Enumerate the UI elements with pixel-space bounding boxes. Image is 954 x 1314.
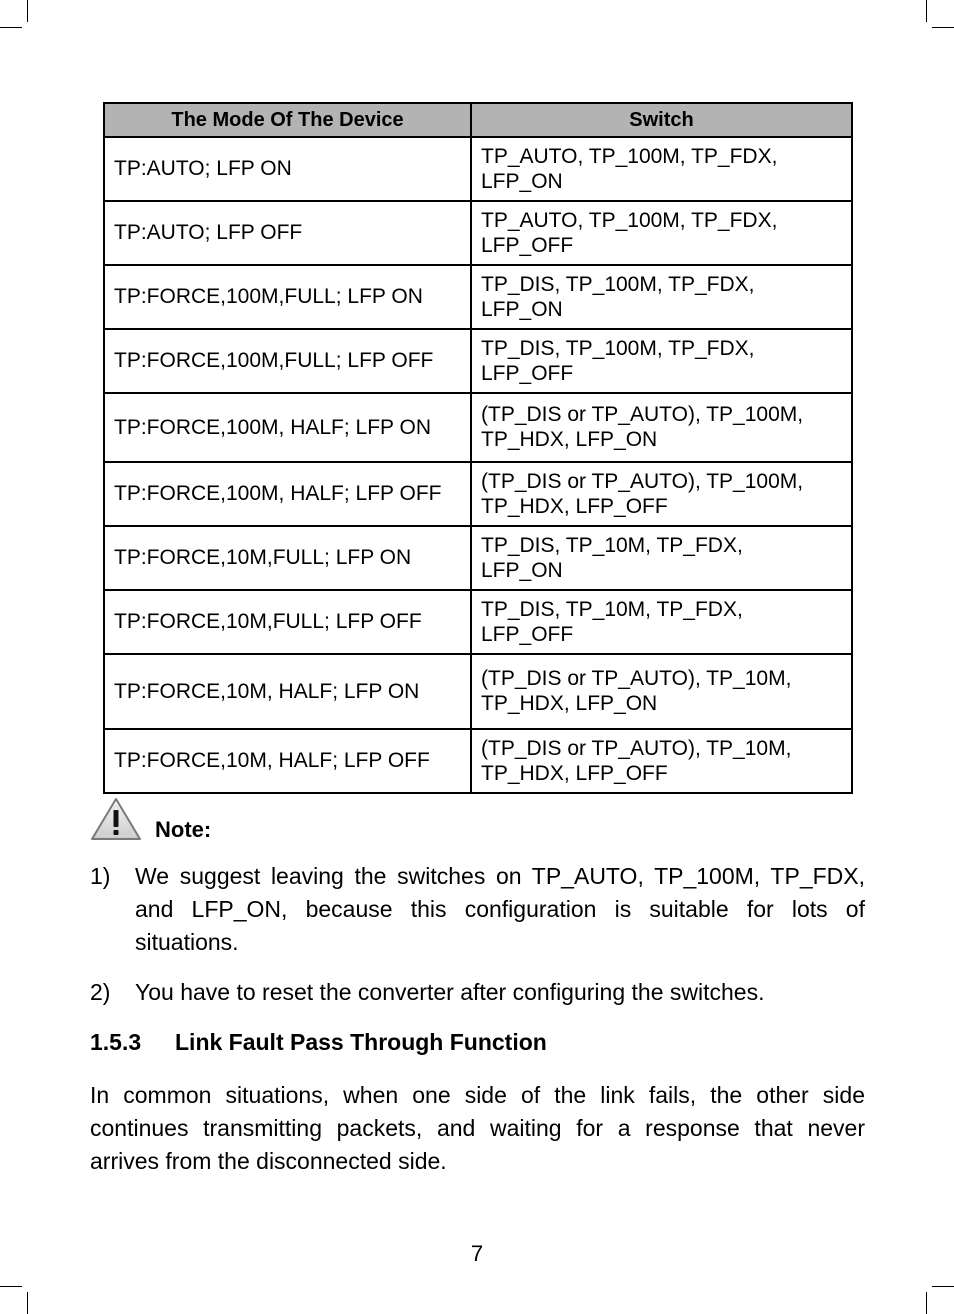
note-title: Note: (155, 817, 212, 842)
mode-cell: TP:AUTO; LFP ON (104, 137, 471, 201)
mode-cell: TP:AUTO; LFP OFF (104, 201, 471, 265)
table-row (104, 526, 852, 590)
switch-cell: TP_DIS, TP_10M, TP_FDX, LFP_ON (471, 526, 852, 590)
crop-mark (0, 27, 22, 28)
warning-icon (89, 796, 143, 842)
switch-cell: TP_AUTO, TP_100M, TP_FDX, LFP_ON (471, 137, 852, 201)
crop-mark (926, 1292, 927, 1314)
mode-cell: TP:FORCE,100M, HALF; LFP ON (104, 393, 471, 462)
table-row (104, 654, 852, 729)
list-number: 2) (90, 979, 111, 1005)
mode-cell: TP:FORCE,10M, HALF; LFP OFF (104, 729, 471, 793)
list-text: You have to reset the converter after configuring the switches. (135, 979, 765, 1005)
table-header-row (104, 103, 852, 137)
mode-cell: TP:FORCE,10M, HALF; LFP ON (104, 654, 471, 729)
section-title: Link Fault Pass Through Function (175, 1029, 547, 1055)
section-number: 1.5.3 (90, 1029, 142, 1055)
switch-cell: TP_DIS, TP_100M, TP_FDX, LFP_ON (471, 265, 852, 329)
crop-mark (27, 0, 28, 22)
table-row (104, 462, 852, 526)
mode-cell: TP:FORCE,10M,FULL; LFP OFF (104, 590, 471, 654)
list-number: 1) (90, 863, 111, 889)
table-row (104, 201, 852, 265)
crop-mark (926, 0, 927, 22)
crop-mark (0, 1286, 22, 1287)
table-row (104, 590, 852, 654)
table-row (104, 265, 852, 329)
page-number: 7 (470, 1241, 484, 1266)
device-mode-table (103, 102, 853, 794)
table-row (104, 729, 852, 793)
table-row (104, 329, 852, 393)
table-row (104, 137, 852, 201)
switch-cell: TP_AUTO, TP_100M, TP_FDX, LFP_OFF (471, 201, 852, 265)
switch-cell: (TP_DIS or TP_AUTO), TP_100M, TP_HDX, LFP_OFF (471, 462, 852, 526)
switch-cell: (TP_DIS or TP_AUTO), TP_10M, TP_HDX, LFP_ON (471, 654, 852, 729)
mode-cell: TP:FORCE,100M,FULL; LFP OFF (104, 329, 471, 393)
mode-cell: TP:FORCE,100M, HALF; LFP OFF (104, 462, 471, 526)
switch-cell: (TP_DIS or TP_AUTO), TP_100M, TP_HDX, LFP_ON (471, 393, 852, 462)
mode-cell: TP:FORCE,100M,FULL; LFP ON (104, 265, 471, 329)
crop-mark (932, 27, 954, 28)
switch-cell: TP_DIS, TP_10M, TP_FDX, LFP_OFF (471, 590, 852, 654)
body-paragraph: In common situations, when one side of the link fails, the other side continues transmitting packets, and waiting for a response that never arrives from the disconnected side. (90, 1082, 865, 1174)
switch-cell: TP_DIS, TP_100M, TP_FDX, LFP_OFF (471, 329, 852, 393)
header-switch: Switch (471, 103, 852, 137)
crop-mark (932, 1286, 954, 1287)
crop-mark (27, 1292, 28, 1314)
switch-cell: (TP_DIS or TP_AUTO), TP_10M, TP_HDX, LFP_OFF (471, 729, 852, 793)
mode-cell: TP:FORCE,10M,FULL; LFP ON (104, 526, 471, 590)
list-text: We suggest leaving the switches on TP_AUTO, TP_100M, TP_FDX, and LFP_ON, because this configuration is suitable for lots of situations. (135, 863, 865, 955)
header-mode: The Mode Of The Device (104, 103, 471, 137)
table-row (104, 393, 852, 462)
section-heading (90, 1029, 547, 1056)
